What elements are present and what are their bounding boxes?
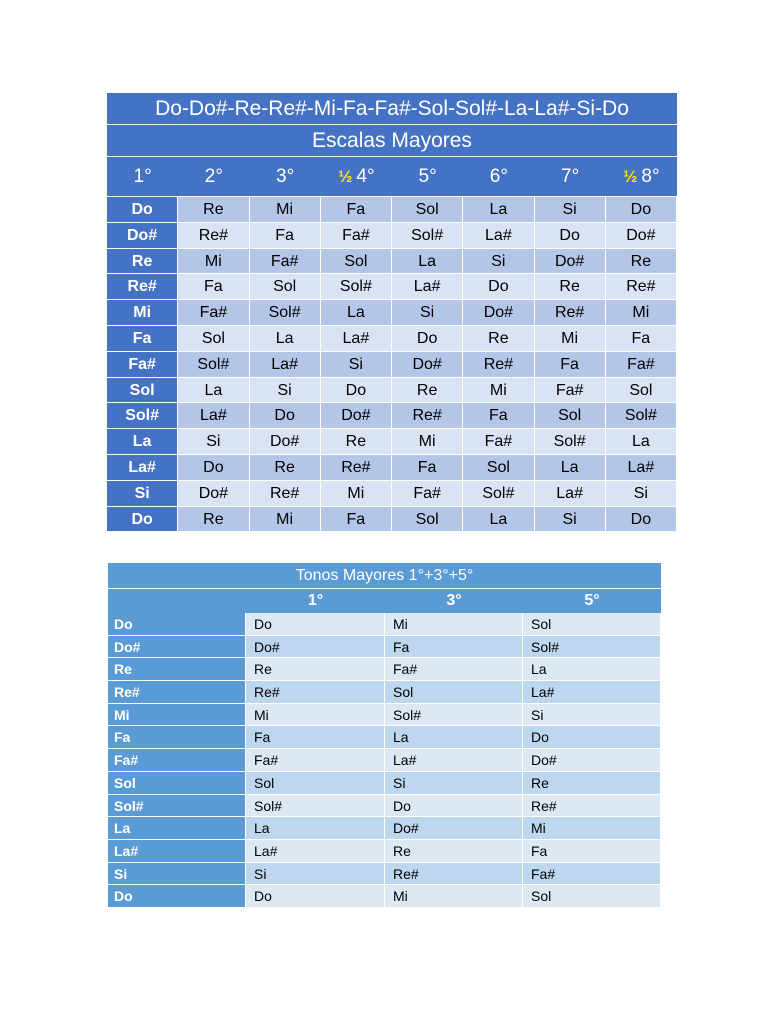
scale-note-cell: Sol (321, 249, 392, 275)
scale-note-cell: Si (178, 429, 249, 455)
table-row (107, 300, 677, 326)
chord-note-cell: Re# (523, 795, 661, 818)
degree-header-1: 1° (133, 166, 152, 187)
scale-note-cell: Re (178, 507, 249, 533)
chord-note-cell: Do (246, 613, 385, 636)
table-row (108, 636, 661, 659)
scale-note-cell: Fa (463, 403, 534, 429)
scale-note-cell: Fa (321, 507, 392, 533)
root-note-cell: Do# (107, 223, 178, 249)
half-step-marker: ½ (623, 166, 638, 186)
table-row (108, 613, 661, 636)
scale-note-cell: Do (463, 274, 534, 300)
scale-note-cell: Do# (463, 300, 534, 326)
degree-header-4 (321, 157, 392, 196)
key-cell: Re# (108, 681, 246, 704)
chord-note-cell: Fa (385, 636, 523, 659)
chord-note-cell: Do (385, 795, 523, 818)
key-cell: La (108, 817, 246, 840)
scale-note-cell: Sol# (178, 352, 249, 378)
scale-note-cell: Fa (606, 326, 677, 352)
table-row (107, 507, 677, 533)
scale-note-cell: Mi (178, 249, 249, 275)
chord-note-cell: La (385, 726, 523, 749)
scale-note-cell: Mi (250, 197, 321, 223)
chord-note-cell: Re (385, 840, 523, 863)
scale-note-cell: Re# (463, 352, 534, 378)
scale-note-cell: La# (463, 223, 534, 249)
table-row (108, 795, 661, 818)
degree-header-8 (606, 157, 677, 196)
scale-table-body (107, 197, 677, 532)
scale-note-cell: Fa (321, 197, 392, 223)
scale-note-cell: Sol (535, 403, 606, 429)
scale-note-cell: Sol (178, 326, 249, 352)
scale-note-cell: Si (392, 300, 463, 326)
chord-note-cell: Sol# (523, 636, 661, 659)
chord-note-cell: Si (523, 704, 661, 727)
scale-table-subtitle: Escalas Mayores (107, 125, 677, 157)
table-row (108, 840, 661, 863)
chord-note-cell: Sol (246, 772, 385, 795)
table-row (108, 658, 661, 681)
scale-note-cell: La# (178, 403, 249, 429)
scale-note-cell: Re# (178, 223, 249, 249)
scale-note-cell: Do# (250, 429, 321, 455)
scale-note-cell: Do (392, 326, 463, 352)
scale-note-cell: Do (178, 455, 249, 481)
root-note-cell: Do (107, 507, 178, 533)
degree-header-6: 6° (489, 166, 508, 187)
major-chords-table (108, 563, 661, 908)
scale-note-cell: Re# (250, 481, 321, 507)
half-step-marker: ½ (338, 166, 353, 186)
scale-table-header-row (107, 157, 677, 197)
scale-note-cell: Fa# (178, 300, 249, 326)
scale-note-cell: Sol# (321, 274, 392, 300)
chord-note-cell: Sol# (385, 704, 523, 727)
scale-note-cell: Sol# (463, 481, 534, 507)
chord-note-cell: La# (523, 681, 661, 704)
chord-note-cell: Fa (246, 726, 385, 749)
scale-note-cell: Fa# (606, 352, 677, 378)
scale-note-cell: La (392, 249, 463, 275)
chord-note-cell: Mi (523, 817, 661, 840)
root-note-cell: Re (107, 249, 178, 275)
chord-header-key (108, 589, 246, 613)
scale-note-cell: La (535, 455, 606, 481)
scale-note-cell: Re# (321, 455, 392, 481)
scale-note-cell: Sol (606, 378, 677, 404)
root-note-cell: Fa (107, 326, 178, 352)
chord-note-cell: Do (246, 885, 385, 908)
key-cell: Fa# (108, 749, 246, 772)
table-row (107, 481, 677, 507)
scale-note-cell: Re (606, 249, 677, 275)
table-row (107, 429, 677, 455)
scale-note-cell: Fa (535, 352, 606, 378)
table-row (108, 749, 661, 772)
scale-note-cell: Fa (178, 274, 249, 300)
scale-note-cell: Sol# (535, 429, 606, 455)
scale-note-cell: Do# (321, 403, 392, 429)
scale-note-cell: Mi (606, 300, 677, 326)
scale-note-cell: La (606, 429, 677, 455)
degree-header-8-label: 8° (641, 165, 660, 187)
chord-note-cell: Sol (523, 885, 661, 908)
scale-note-cell: Fa# (392, 481, 463, 507)
scale-note-cell: La# (250, 352, 321, 378)
table-row (108, 681, 661, 704)
chord-note-cell: Sol (523, 613, 661, 636)
chord-note-cell: Sol# (246, 795, 385, 818)
scale-note-cell: Do# (535, 249, 606, 275)
scale-note-cell: Do (321, 378, 392, 404)
root-note-cell: La (107, 429, 178, 455)
chord-note-cell: Mi (385, 613, 523, 636)
degree-header-3: 3° (276, 166, 295, 187)
scale-note-cell: Fa (250, 223, 321, 249)
chord-note-cell: Re (523, 772, 661, 795)
scale-note-cell: Sol (250, 274, 321, 300)
scale-note-cell: Fa# (463, 429, 534, 455)
scale-note-cell: Re (321, 429, 392, 455)
scale-note-cell: Sol (392, 507, 463, 533)
chord-note-cell: La (246, 817, 385, 840)
scale-note-cell: Fa# (321, 223, 392, 249)
chord-header-3: 3° (446, 592, 462, 609)
scale-note-cell: Do# (178, 481, 249, 507)
chord-note-cell: Sol (385, 681, 523, 704)
root-note-cell: Re# (107, 274, 178, 300)
key-cell: Do (108, 613, 246, 636)
key-cell: Do (108, 885, 246, 908)
root-note-cell: Fa# (107, 352, 178, 378)
chord-note-cell: Fa# (385, 658, 523, 681)
chord-note-cell: Fa (523, 840, 661, 863)
scale-note-cell: Si (250, 378, 321, 404)
scale-note-cell: Fa (392, 455, 463, 481)
table-row (107, 455, 677, 481)
chord-note-cell: La# (246, 840, 385, 863)
chord-note-cell: Re (246, 658, 385, 681)
scale-note-cell: Sol (463, 455, 534, 481)
scale-note-cell: Si (606, 481, 677, 507)
chord-table-body (108, 613, 661, 908)
chord-note-cell: Do# (523, 749, 661, 772)
table-row (107, 378, 677, 404)
scale-note-cell: La (250, 326, 321, 352)
scale-note-cell: Sol# (250, 300, 321, 326)
scale-note-cell: Sol (392, 197, 463, 223)
scale-table-title: Do-Do#-Re-Re#-Mi-Fa-Fa#-Sol-Sol#-La-La#-Si-Do (107, 93, 677, 125)
scale-note-cell: Do (606, 197, 677, 223)
scale-note-cell: Fa# (535, 378, 606, 404)
chord-table-title: Tonos Mayores 1°+3°+5° (108, 563, 661, 589)
scale-note-cell: Mi (392, 429, 463, 455)
chord-note-cell: Mi (246, 704, 385, 727)
root-note-cell: Mi (107, 300, 178, 326)
scale-note-cell: Do# (606, 223, 677, 249)
scale-note-cell: Re (392, 378, 463, 404)
scale-note-cell: Si (321, 352, 392, 378)
chord-note-cell: Mi (385, 885, 523, 908)
table-row (107, 274, 677, 300)
chord-note-cell: Do# (246, 636, 385, 659)
table-row (107, 197, 677, 223)
chord-note-cell: La (523, 658, 661, 681)
key-cell: Do# (108, 636, 246, 659)
scale-note-cell: La (178, 378, 249, 404)
chord-note-cell: Fa# (246, 749, 385, 772)
scale-note-cell: Sol# (606, 403, 677, 429)
degree-header-5: 5° (418, 166, 437, 187)
scale-note-cell: La# (321, 326, 392, 352)
table-row (107, 403, 677, 429)
key-cell: Sol# (108, 795, 246, 818)
scale-note-cell: La# (535, 481, 606, 507)
scale-note-cell: Si (535, 197, 606, 223)
scale-note-cell: Mi (535, 326, 606, 352)
scale-note-cell: Fa# (250, 249, 321, 275)
table-row (107, 352, 677, 378)
scale-note-cell: Re (535, 274, 606, 300)
chord-note-cell: Do (523, 726, 661, 749)
scale-note-cell: Re (178, 197, 249, 223)
scale-note-cell: La (463, 507, 534, 533)
root-note-cell: Sol# (107, 403, 178, 429)
table-row (107, 223, 677, 249)
scale-note-cell: Si (463, 249, 534, 275)
degree-header-4-label: 4° (356, 165, 375, 187)
degree-header-7: 7° (561, 166, 580, 187)
chord-table-header-row (108, 589, 661, 613)
root-note-cell: Si (107, 481, 178, 507)
scale-note-cell: Do (606, 507, 677, 533)
table-row (108, 726, 661, 749)
degree-header-2: 2° (204, 166, 223, 187)
scale-note-cell: Mi (463, 378, 534, 404)
key-cell: Mi (108, 704, 246, 727)
chord-note-cell: Re# (385, 863, 523, 886)
scale-note-cell: Re# (535, 300, 606, 326)
key-cell: Si (108, 863, 246, 886)
scale-note-cell: Do (250, 403, 321, 429)
key-cell: Sol (108, 772, 246, 795)
scale-note-cell: Mi (250, 507, 321, 533)
chord-note-cell: Do# (385, 817, 523, 840)
table-row (108, 704, 661, 727)
root-note-cell: La# (107, 455, 178, 481)
chord-note-cell: Re# (246, 681, 385, 704)
table-row (108, 772, 661, 795)
table-row (108, 885, 661, 908)
scale-note-cell: Re# (606, 274, 677, 300)
root-note-cell: Sol (107, 378, 178, 404)
scale-note-cell: La (321, 300, 392, 326)
scale-note-cell: Re (250, 455, 321, 481)
scale-note-cell: Mi (321, 481, 392, 507)
scale-note-cell: Sol# (392, 223, 463, 249)
table-row (108, 817, 661, 840)
chord-note-cell: Fa# (523, 863, 661, 886)
chord-note-cell: Si (246, 863, 385, 886)
scale-note-cell: Do# (392, 352, 463, 378)
scale-note-cell: Do (535, 223, 606, 249)
key-cell: Re (108, 658, 246, 681)
scale-note-cell: Si (535, 507, 606, 533)
table-row (107, 326, 677, 352)
major-scales-table (107, 93, 677, 532)
scale-note-cell: La# (392, 274, 463, 300)
root-note-cell: Do (107, 197, 178, 223)
scale-note-cell: Re# (392, 403, 463, 429)
chord-note-cell: Si (385, 772, 523, 795)
key-cell: Fa (108, 726, 246, 749)
key-cell: La# (108, 840, 246, 863)
chord-header-5: 5° (584, 592, 600, 609)
table-row (108, 863, 661, 886)
chord-header-1: 1° (307, 592, 324, 609)
scale-note-cell: Re (463, 326, 534, 352)
table-row (107, 249, 677, 275)
chord-note-cell: La# (385, 749, 523, 772)
scale-note-cell: La# (606, 455, 677, 481)
scale-note-cell: La (463, 197, 534, 223)
